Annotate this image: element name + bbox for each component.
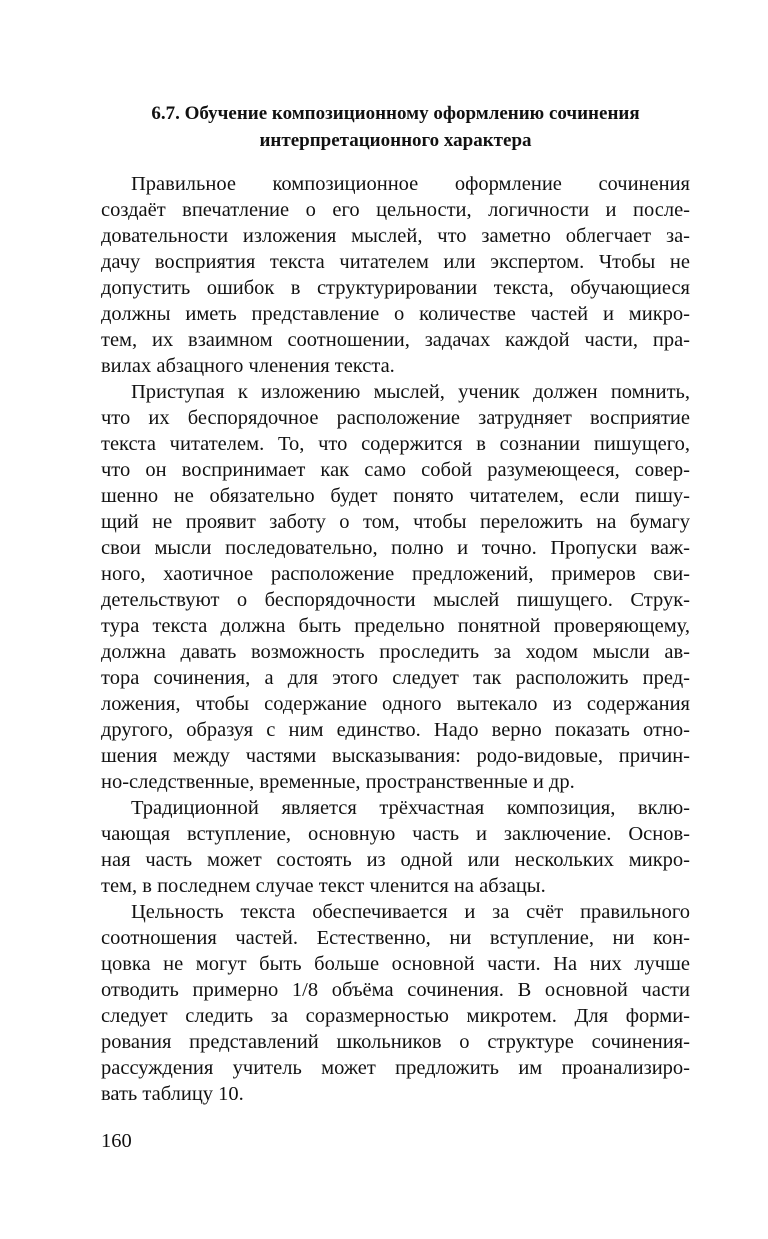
paragraph-2-line-11: должна давать возможность проследить за ходом мысли ав- xyxy=(101,641,690,663)
paragraph-4-line-6: рования представлений школьников о структуре сочинения- xyxy=(101,1031,690,1053)
paragraph-1-line-5: допустить ошибок в структурировании текста, обучающиеся xyxy=(101,277,690,299)
body-text xyxy=(101,171,690,1107)
paragraph-2-line-14: другого, образуя с ним единство. Надо верно показать отно- xyxy=(101,719,690,741)
section-heading-line-2: интерпретационного характера xyxy=(259,130,532,151)
paragraph-3-line-4: тем, в последнем случае текст членится на абзацы. xyxy=(101,875,546,897)
paragraph-3-line-2: чающая вступление, основную часть и заключение. Основ- xyxy=(101,823,690,845)
paragraph-4-line-1: Цельность текста обеспечивается и за счёт правильного xyxy=(131,901,690,923)
paragraph-1-line-2: создаёт впечатление о его цельности, логичности и после- xyxy=(101,199,690,221)
paragraph-2-line-3: текста читателем. То, что содержится в сознании пишущего, xyxy=(101,433,690,455)
paragraph-1-line-6: должны иметь представление о количестве частей и микро- xyxy=(101,303,690,325)
paragraph-1-line-3: довательности изложения мыслей, что заметно облегчает за- xyxy=(101,225,690,247)
section-heading xyxy=(101,100,690,154)
paragraph-3-line-3: ная часть может состоять из одной или нескольких микро- xyxy=(101,849,690,871)
paragraph-2-line-2: что их беспорядочное расположение затрудняет восприятие xyxy=(101,407,690,429)
paragraph-4-line-4: отводить примерно 1/8 объёма сочинения. В основной части xyxy=(101,979,690,1001)
paragraph-1-line-4: дачу восприятия текста читателем или экспертом. Чтобы не xyxy=(101,251,690,273)
paragraph-2-line-12: тора сочинения, а для этого следует так расположить пред- xyxy=(101,667,690,689)
paragraph-2-line-1: Приступая к изложению мыслей, ученик должен помнить, xyxy=(131,381,690,403)
page-number: 160 xyxy=(101,1130,132,1152)
paragraph-4-line-7: рассуждения учитель может предложить им проанализиро- xyxy=(101,1057,690,1079)
paragraph-2-line-16: но-следственные, временные, пространственные и др. xyxy=(101,771,575,793)
paragraph-2-line-10: тура текста должна быть предельно понятной проверяющему, xyxy=(101,615,690,637)
paragraph-4-line-5: следует следить за соразмерностью микротем. Для форми- xyxy=(101,1005,690,1027)
paragraph-1-line-7: тем, их взаимном соотношении, задачах каждой части, пра- xyxy=(101,329,690,351)
paragraph-2-line-4: что он воспринимает как само собой разумеющееся, совер- xyxy=(101,459,690,481)
paragraph-4-line-8: вать таблицу 10. xyxy=(101,1083,244,1105)
paragraph-2-line-15: шения между частями высказывания: родо-видовые, причин- xyxy=(101,745,690,767)
book-page xyxy=(101,0,690,1239)
paragraph-4-line-3: цовка не могут быть больше основной части. На них лучше xyxy=(101,953,690,975)
section-heading-line-1: 6.7. Обучение композиционному оформлению сочинения xyxy=(151,103,640,124)
paragraph-2-line-9: детельствуют о беспорядочности мыслей пишущего. Струк- xyxy=(101,589,690,611)
paragraph-2-line-6: щий не проявит заботу о том, чтобы переложить на бумагу xyxy=(101,511,690,533)
paragraph-2-line-5: шенно не обязательно будет понято читателем, если пишу- xyxy=(101,485,690,507)
paragraph-1-line-8: вилах абзацного членения текста. xyxy=(101,355,395,377)
paragraph-3-line-1: Традиционной является трёхчастная композиция, вклю- xyxy=(131,797,690,819)
paragraph-2-line-8: ного, хаотичное расположение предложений, примеров сви- xyxy=(101,563,690,585)
paragraph-1-line-1: Правильное композиционное оформление сочинения xyxy=(131,173,690,195)
paragraph-4-line-2: соотношения частей. Естественно, ни вступление, ни кон- xyxy=(101,927,690,949)
paragraph-2-line-13: ложения, чтобы содержание одного вытекало из содержания xyxy=(101,693,690,715)
paragraph-2-line-7: свои мысли последовательно, полно и точно. Пропуски важ- xyxy=(101,537,690,559)
